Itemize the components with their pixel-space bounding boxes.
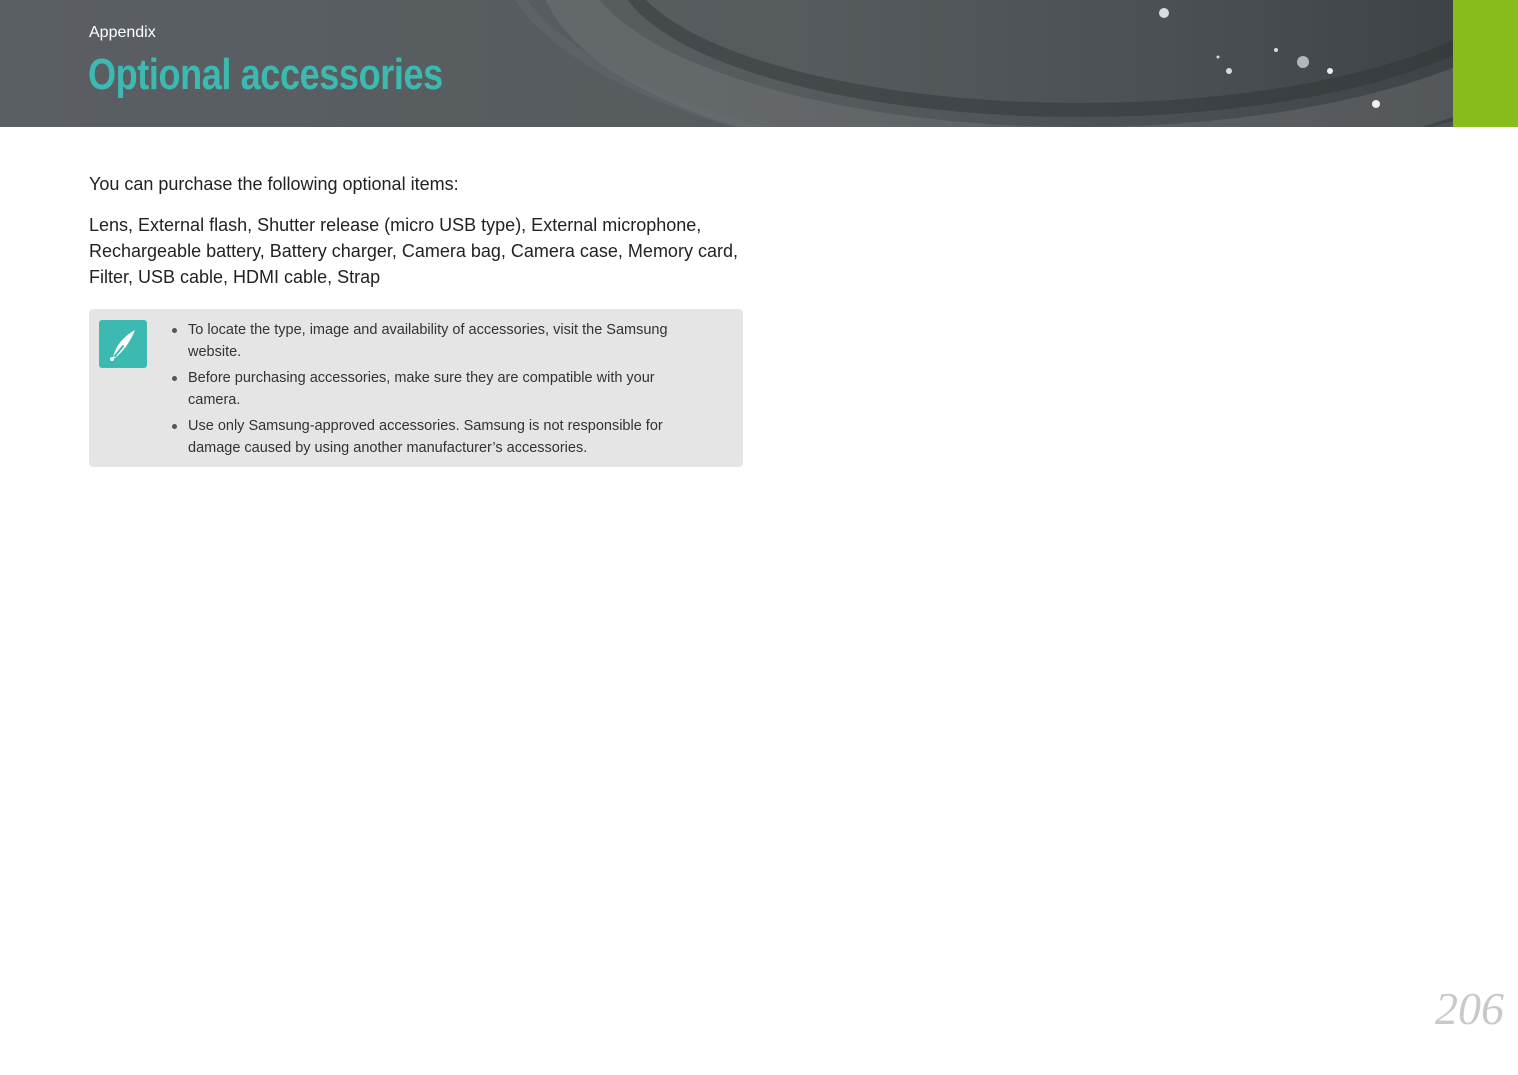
pen-nib-icon (99, 320, 147, 368)
note-box (89, 309, 743, 467)
note-item: To locate the type, image and availability of accessories, visit the Samsung website. (171, 319, 711, 363)
page-number: 206 (1435, 983, 1504, 1034)
note-item: Use only Samsung-approved accessories. Samsung is not responsible for damage caused by using another manufacturer’s accessories. (171, 415, 711, 459)
section-label: Appendix (89, 24, 156, 41)
note-item: Before purchasing accessories, make sure they are compatible with your camera. (171, 367, 711, 411)
accessory-list-text: Lens, External flash, Shutter release (micro USB type), External microphone, Rechargeable battery, Battery charger, Camera bag, Camera case, Memory card, Filter, USB cable, HDMI cable, Strap (89, 215, 738, 287)
intro-text: You can purchase the following optional items: (89, 174, 459, 194)
page-header (0, 0, 1453, 127)
chapter-tab (1453, 0, 1518, 127)
page-title: Optional accessories (88, 50, 443, 99)
note-list (171, 319, 711, 463)
